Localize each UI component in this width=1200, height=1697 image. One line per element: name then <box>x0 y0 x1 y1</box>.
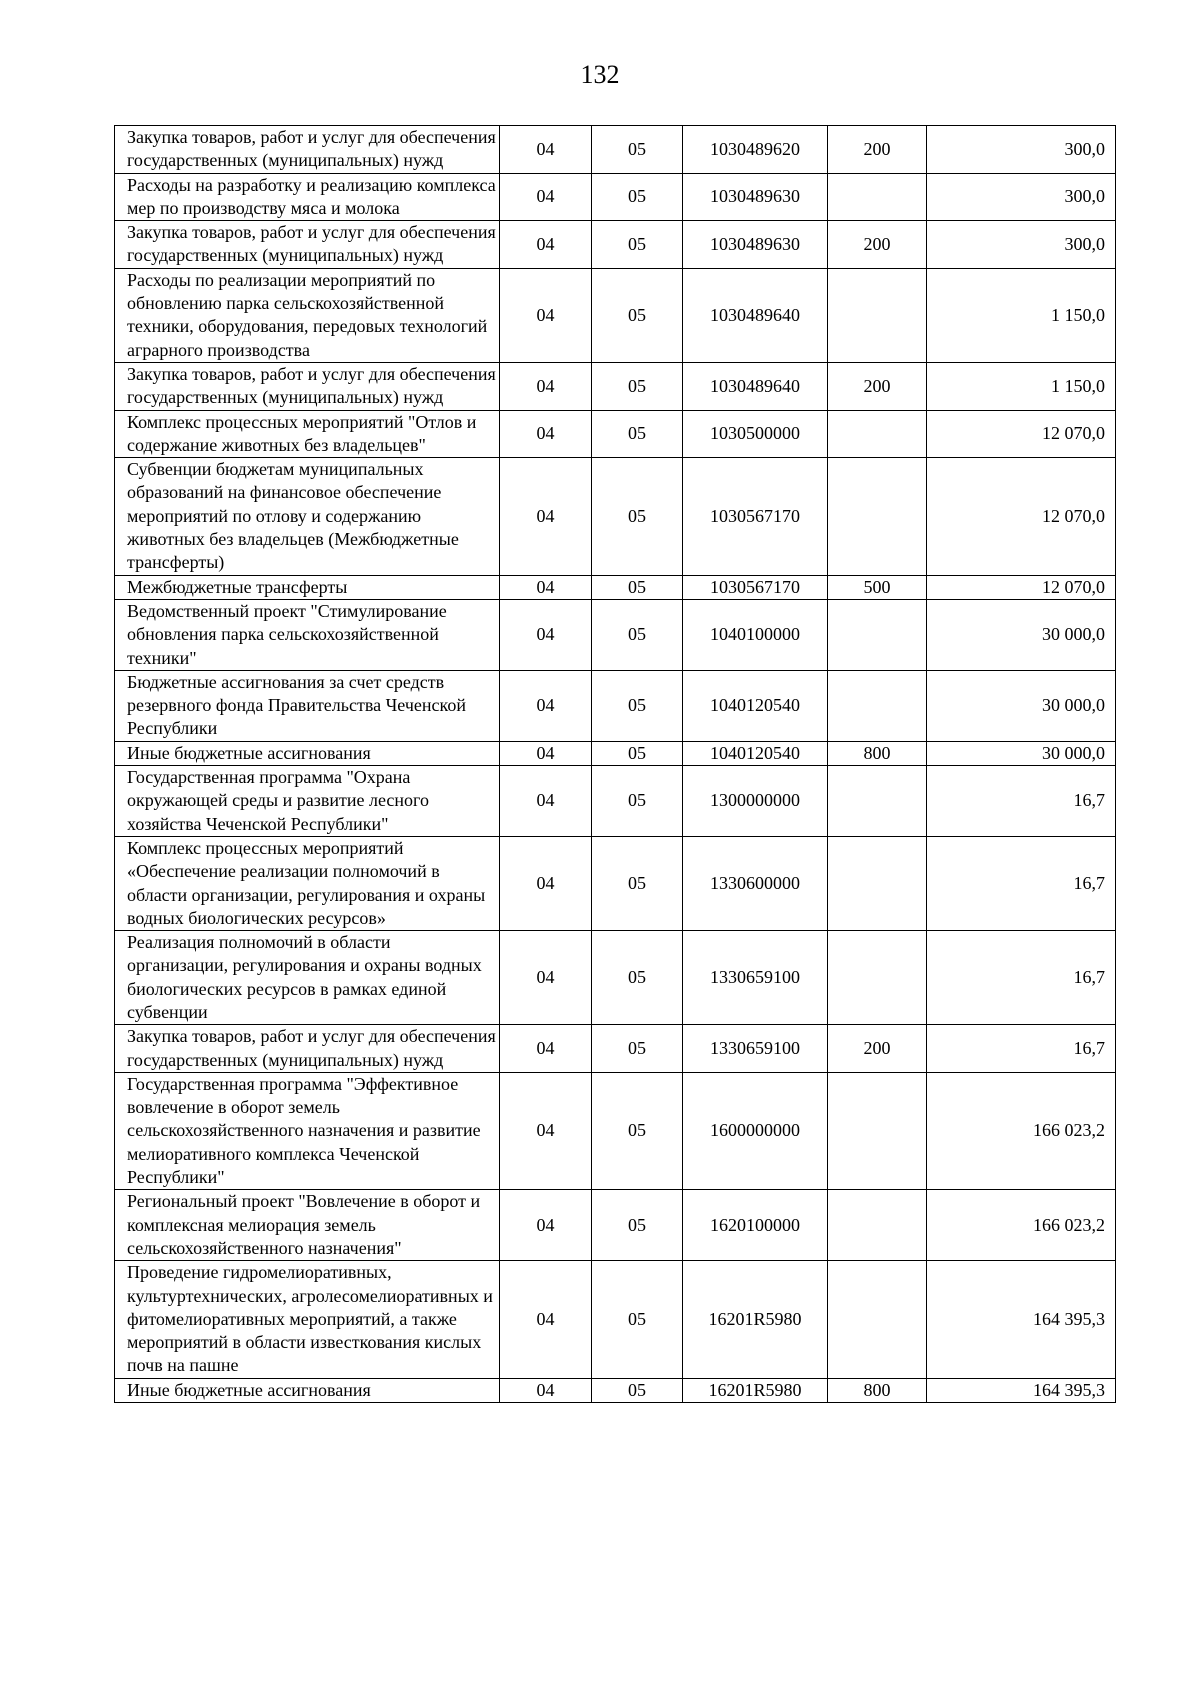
cell-subsection: 05 <box>592 268 683 362</box>
table-row <box>115 670 1116 741</box>
cell-subsection: 05 <box>592 458 683 575</box>
cell-name: Иные бюджетные ассигнования <box>115 1378 500 1402</box>
cell-name: Расходы по реализации мероприятий по обновлению парка сельскохозяйственной техники, оборудования, передовых технологий аграрного производства <box>115 268 500 362</box>
cell-target-article: 1040120540 <box>683 741 828 765</box>
cell-amount: 30 000,0 <box>927 599 1116 670</box>
cell-target-article: 1600000000 <box>683 1072 828 1189</box>
cell-target-article: 1030489630 <box>683 221 828 269</box>
cell-expense-type <box>828 173 927 221</box>
cell-name: Субвенции бюджетам муниципальных образований на финансовое обеспечение мероприятий по отлову и содержанию животных без владельцев (Межбюджетные трансферты) <box>115 458 500 575</box>
cell-expense-type: 200 <box>828 221 927 269</box>
table-row <box>115 173 1116 221</box>
cell-target-article: 1030489630 <box>683 173 828 221</box>
cell-expense-type <box>828 1190 927 1261</box>
cell-section: 04 <box>500 362 592 410</box>
cell-amount: 1 150,0 <box>927 362 1116 410</box>
table-row <box>115 221 1116 269</box>
cell-target-article: 1030489620 <box>683 126 828 174</box>
page-number: 132 <box>580 60 620 89</box>
cell-target-article: 1030567170 <box>683 458 828 575</box>
cell-amount: 30 000,0 <box>927 741 1116 765</box>
cell-amount: 164 395,3 <box>927 1378 1116 1402</box>
cell-expense-type: 200 <box>828 1025 927 1073</box>
cell-expense-type <box>828 410 927 458</box>
cell-target-article: 1030567170 <box>683 575 828 599</box>
table-row <box>115 1261 1116 1378</box>
table-row <box>115 1378 1116 1402</box>
cell-amount: 300,0 <box>927 221 1116 269</box>
cell-amount: 16,7 <box>927 766 1116 837</box>
cell-target-article: 1030489640 <box>683 268 828 362</box>
cell-expense-type <box>828 836 927 930</box>
cell-subsection: 05 <box>592 1378 683 1402</box>
cell-name: Расходы на разработку и реализацию комплекса мер по производству мяса и молока <box>115 173 500 221</box>
cell-target-article: 1040100000 <box>683 599 828 670</box>
cell-amount: 166 023,2 <box>927 1072 1116 1189</box>
table-row <box>115 766 1116 837</box>
table-row <box>115 268 1116 362</box>
cell-expense-type <box>828 599 927 670</box>
cell-subsection: 05 <box>592 575 683 599</box>
cell-section: 04 <box>500 670 592 741</box>
cell-expense-type <box>828 1072 927 1189</box>
cell-amount: 12 070,0 <box>927 458 1116 575</box>
table-row <box>115 931 1116 1025</box>
cell-subsection: 05 <box>592 126 683 174</box>
cell-section: 04 <box>500 1025 592 1073</box>
cell-amount: 164 395,3 <box>927 1261 1116 1378</box>
cell-amount: 1 150,0 <box>927 268 1116 362</box>
cell-target-article: 16201R5980 <box>683 1378 828 1402</box>
cell-target-article: 1300000000 <box>683 766 828 837</box>
table-row <box>115 1190 1116 1261</box>
cell-subsection: 05 <box>592 221 683 269</box>
cell-amount: 16,7 <box>927 931 1116 1025</box>
cell-target-article: 1620100000 <box>683 1190 828 1261</box>
cell-subsection: 05 <box>592 1261 683 1378</box>
cell-expense-type <box>828 766 927 837</box>
cell-section: 04 <box>500 221 592 269</box>
cell-expense-type: 800 <box>828 741 927 765</box>
cell-section: 04 <box>500 836 592 930</box>
cell-name: Закупка товаров, работ и услуг для обеспечения государственных (муниципальных) нужд <box>115 221 500 269</box>
cell-expense-type <box>828 458 927 575</box>
cell-name: Бюджетные ассигнования за счет средств резервного фонда Правительства Чеченской Республики <box>115 670 500 741</box>
cell-amount: 300,0 <box>927 126 1116 174</box>
cell-name: Закупка товаров, работ и услуг для обеспечения государственных (муниципальных) нужд <box>115 1025 500 1073</box>
cell-subsection: 05 <box>592 1190 683 1261</box>
cell-target-article: 1030500000 <box>683 410 828 458</box>
cell-amount: 300,0 <box>927 173 1116 221</box>
cell-section: 04 <box>500 173 592 221</box>
cell-target-article: 1330659100 <box>683 931 828 1025</box>
cell-name: Закупка товаров, работ и услуг для обеспечения государственных (муниципальных) нужд <box>115 362 500 410</box>
cell-amount: 12 070,0 <box>927 575 1116 599</box>
cell-expense-type <box>828 268 927 362</box>
cell-expense-type: 200 <box>828 362 927 410</box>
cell-section: 04 <box>500 1261 592 1378</box>
cell-expense-type: 200 <box>828 126 927 174</box>
cell-section: 04 <box>500 126 592 174</box>
budget-table-body <box>115 126 1116 1403</box>
cell-amount: 166 023,2 <box>927 1190 1116 1261</box>
cell-name: Комплекс процессных мероприятий "Отлов и содержание животных без владельцев" <box>115 410 500 458</box>
cell-name: Государственная программа "Охрана окружающей среды и развитие лесного хозяйства Чеченской Республики" <box>115 766 500 837</box>
cell-target-article: 1040120540 <box>683 670 828 741</box>
cell-name: Реализация полномочий в области организации, регулирования и охраны водных биологических ресурсов в рамках единой субвенции <box>115 931 500 1025</box>
table-row <box>115 741 1116 765</box>
cell-section: 04 <box>500 458 592 575</box>
table-row <box>115 599 1116 670</box>
cell-subsection: 05 <box>592 766 683 837</box>
cell-subsection: 05 <box>592 362 683 410</box>
cell-section: 04 <box>500 1072 592 1189</box>
cell-section: 04 <box>500 410 592 458</box>
cell-subsection: 05 <box>592 741 683 765</box>
cell-amount: 30 000,0 <box>927 670 1116 741</box>
cell-amount: 16,7 <box>927 836 1116 930</box>
cell-expense-type <box>828 670 927 741</box>
cell-section: 04 <box>500 1378 592 1402</box>
table-row <box>115 575 1116 599</box>
cell-name: Проведение гидромелиоративных, культуртехнических, агролесомелиоративных и фитомелиоративных мероприятий, а также мероприятий в области известкования кислых почв на пашне <box>115 1261 500 1378</box>
cell-subsection: 05 <box>592 670 683 741</box>
cell-target-article: 1030489640 <box>683 362 828 410</box>
cell-section: 04 <box>500 1190 592 1261</box>
cell-name: Региональный проект "Вовлечение в оборот и комплексная мелиорация земель сельскохозяйственного назначения" <box>115 1190 500 1261</box>
cell-section: 04 <box>500 268 592 362</box>
cell-expense-type: 500 <box>828 575 927 599</box>
cell-expense-type <box>828 1261 927 1378</box>
table-row <box>115 362 1116 410</box>
table-row <box>115 458 1116 575</box>
cell-section: 04 <box>500 575 592 599</box>
cell-expense-type: 800 <box>828 1378 927 1402</box>
cell-name: Комплекс процессных мероприятий «Обеспечение реализации полномочий в области организации, регулирования и охраны водных биологических ресурсов» <box>115 836 500 930</box>
table-row <box>115 836 1116 930</box>
cell-section: 04 <box>500 766 592 837</box>
cell-target-article: 16201R5980 <box>683 1261 828 1378</box>
cell-subsection: 05 <box>592 931 683 1025</box>
cell-amount: 16,7 <box>927 1025 1116 1073</box>
cell-subsection: 05 <box>592 173 683 221</box>
cell-target-article: 1330600000 <box>683 836 828 930</box>
table-row <box>115 126 1116 174</box>
budget-table <box>114 125 1116 1403</box>
cell-name: Ведомственный проект "Стимулирование обновления парка сельскохозяйственной техники" <box>115 599 500 670</box>
cell-name: Межбюджетные трансферты <box>115 575 500 599</box>
cell-name: Государственная программа "Эффективное вовлечение в оборот земель сельскохозяйственного назначения и развитие мелиоративного комплекса Чеченской Республики" <box>115 1072 500 1189</box>
table-row <box>115 1072 1116 1189</box>
cell-section: 04 <box>500 599 592 670</box>
cell-subsection: 05 <box>592 1025 683 1073</box>
table-row <box>115 410 1116 458</box>
cell-subsection: 05 <box>592 599 683 670</box>
cell-subsection: 05 <box>592 410 683 458</box>
cell-name: Закупка товаров, работ и услуг для обеспечения государственных (муниципальных) нужд <box>115 126 500 174</box>
cell-subsection: 05 <box>592 1072 683 1189</box>
cell-amount: 12 070,0 <box>927 410 1116 458</box>
table-row <box>115 1025 1116 1073</box>
cell-expense-type <box>828 931 927 1025</box>
cell-subsection: 05 <box>592 836 683 930</box>
cell-section: 04 <box>500 741 592 765</box>
cell-name: Иные бюджетные ассигнования <box>115 741 500 765</box>
cell-section: 04 <box>500 931 592 1025</box>
cell-target-article: 1330659100 <box>683 1025 828 1073</box>
